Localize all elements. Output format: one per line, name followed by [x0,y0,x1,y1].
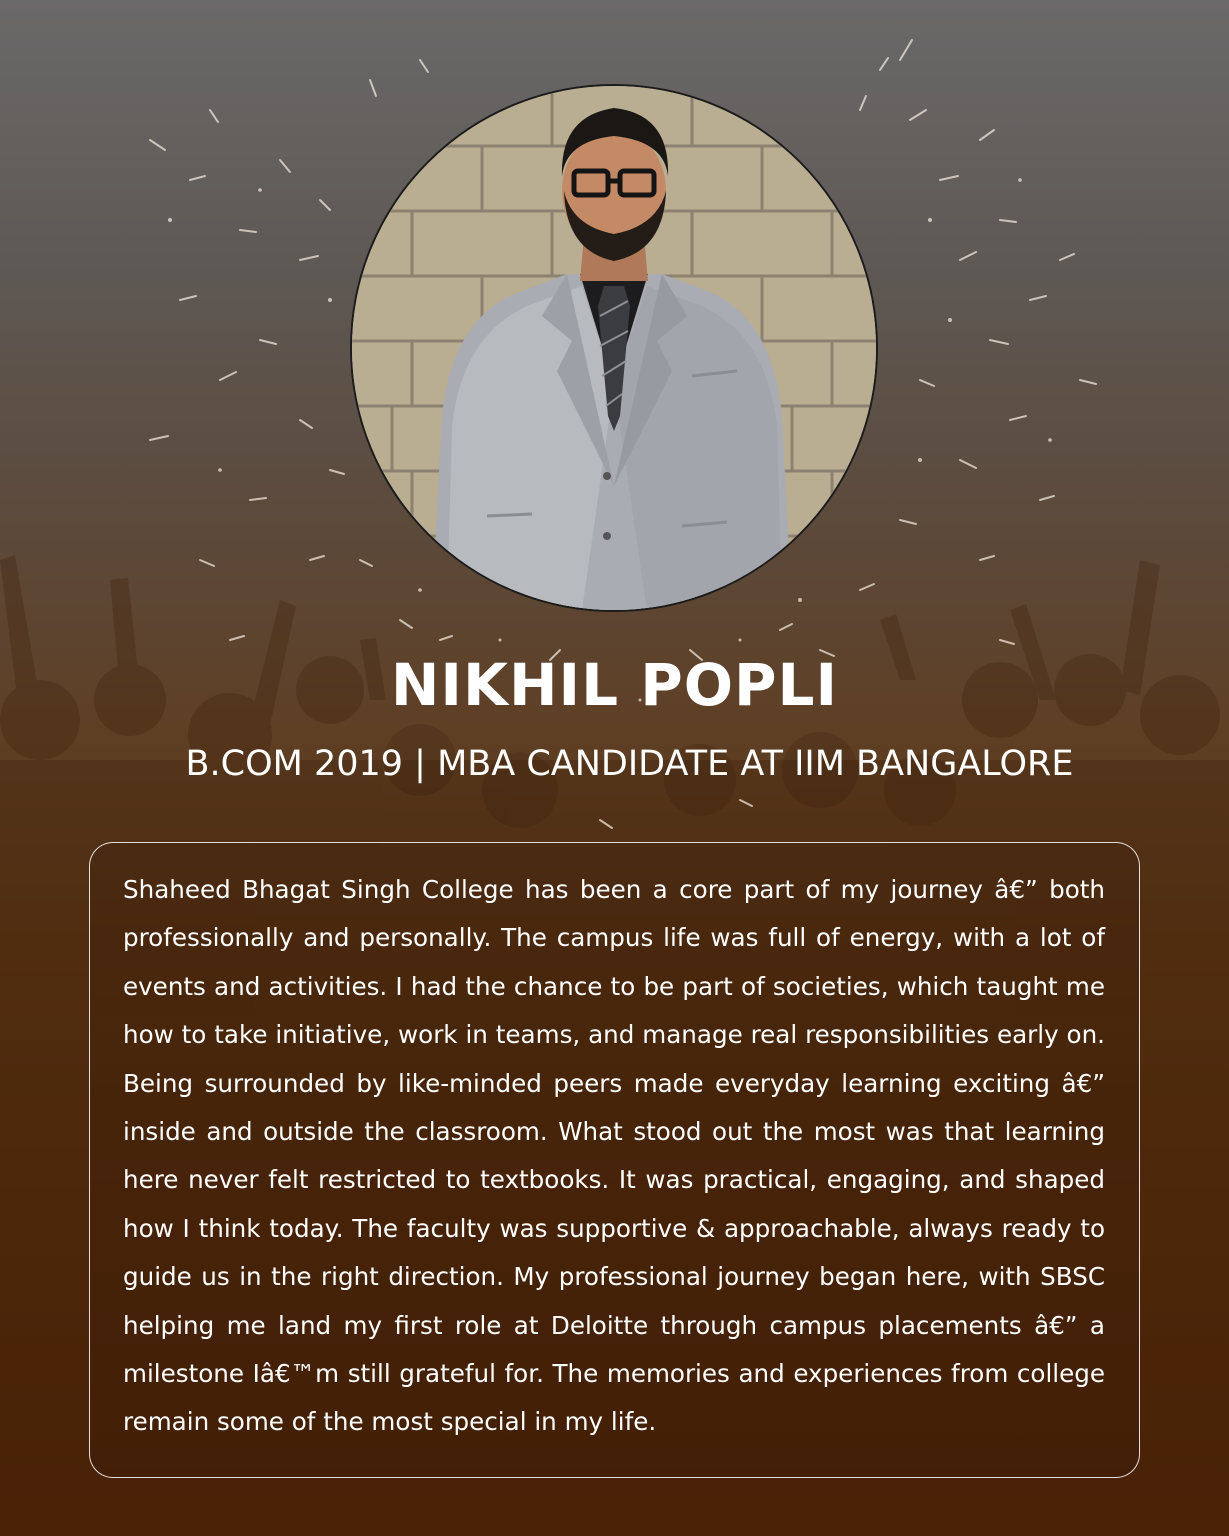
person-name: NIKHIL POPLI [390,651,839,719]
testimonial-text: Shaheed Bhagat Singh College has been a core part of my journey â€” both professionally and personally. The campus life was full of energy, with a lot of events and activities. I had the chance to be part of societies, which taught me how to take initiative, work in teams, and manage real responsibilities early on. Being surrounded by like-minded peers made everyday learning exciting â€” inside and outside the classroom. What stood out the most was that learning here never felt restricted to textbooks. It was practical, engaging, and shaped how I think today. The faculty was supportive & approachable, always ready to guide us in the right direction. My professional journey began here, with SBSC helping me land my first role at Deloitte through campus placements â€” a milestone Iâ€™m still grateful for. The memories and experiences from college remain some of the most special in my life. [123,875,1105,1437]
portrait-illustration [352,86,876,610]
profile-photo [350,84,878,612]
person-credentials: B.COM 2019 | MBA CANDIDATE AT IIM BANGALORE [185,744,1074,784]
